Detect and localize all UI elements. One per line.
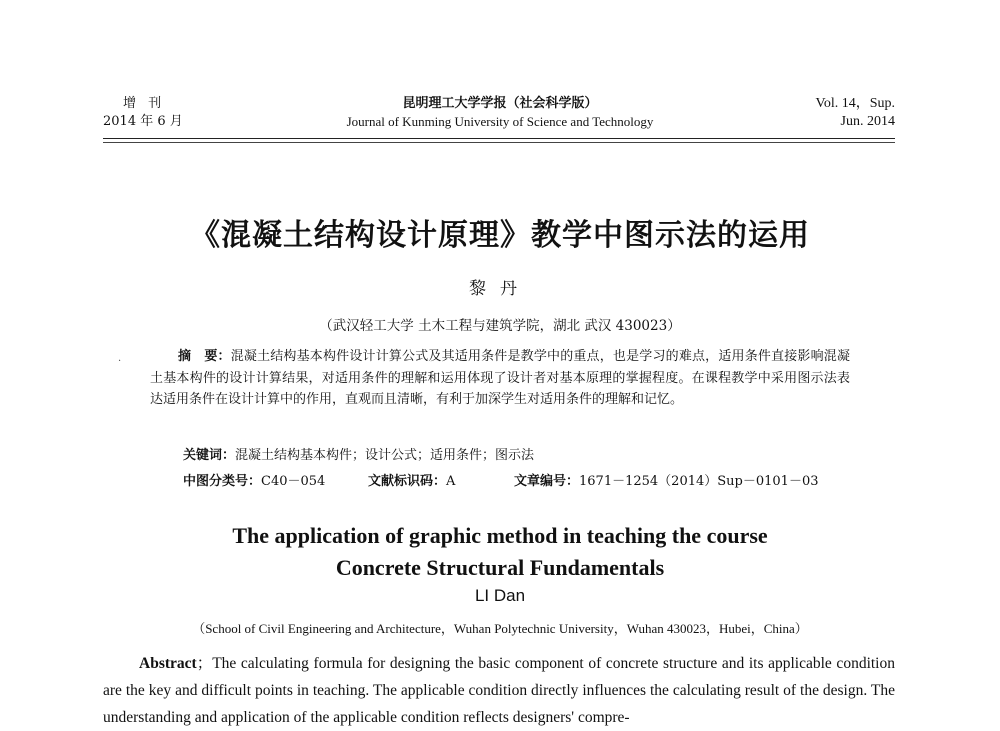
- issue-label: 增 刊: [123, 96, 166, 111]
- journal-name-en: Journal of Kunming University of Science and Technology: [346, 114, 654, 129]
- header-rule-thick: [103, 138, 895, 139]
- title-cn: 《混凝土结构设计原理》教学中图示法的运用: [190, 218, 810, 253]
- abstract-cn-text: 混凝土结构基本构件设计计算公式及其适用条件是教学中的重点，也是学习的难点，适用条件直接影响混凝土基本构件的设计计算结果，对适用条件的理解和运用体现了设计者对基本原理的掌握程度。在课程教学中采用图示法表达适用条件在设计计算中的作用，直观而且清晰，有利于加深学生对适用条件的理解和记忆。: [150, 349, 850, 407]
- volume: Vol. 14，Sup.: [815, 96, 895, 111]
- author-cn: 黎丹: [469, 279, 531, 299]
- clc-value: C40－054: [261, 474, 326, 489]
- issue-info: [103, 95, 183, 131]
- abstract-en-sep: ；: [196, 655, 213, 672]
- issue-date: 2014 年 6 月: [103, 114, 183, 129]
- abstract-en-text: The calculating formula for designing the basic component of concrete structure and its applicable condition are the key and difficult points in teaching. The applicable condition directly influences the calculating result of the design. The understanding and application of the applicable condition reflects designers' compre-: [103, 655, 895, 726]
- doc-code-label: 文献标识码：: [368, 474, 447, 489]
- volume-info: [816, 95, 895, 131]
- affiliation-en: （School of Civil Engineering and Architecture，Wuhan Polytechnic University，Wuhan 430023，Hubei，China）: [192, 621, 808, 636]
- keywords-label: 关键词：: [183, 448, 236, 463]
- title-en: [0, 520, 1000, 584]
- affiliation-cn: （武汉轻工大学 土木工程与建筑学院，湖北 武汉 430023）: [319, 318, 681, 334]
- clc-label: 中图分类号：: [183, 474, 262, 489]
- abstract-cn: [150, 346, 850, 411]
- classification-line: [183, 470, 843, 489]
- keywords-text: 混凝土结构基本构件；设计公式；适用条件；图示法: [235, 448, 535, 463]
- margin-mark: ·: [118, 356, 122, 367]
- title-en-line1: The application of graphic method in teaching the course: [232, 523, 768, 548]
- date-en: Jun. 2014: [840, 114, 895, 129]
- keywords: [183, 444, 534, 463]
- header-rule-thin: [103, 142, 895, 143]
- abstract-cn-label: 摘 要：: [178, 349, 231, 364]
- title-en-line2: Concrete Structural Fundamentals: [335, 555, 665, 580]
- author-en: LI Dan: [474, 586, 526, 605]
- doc-code-value: A: [446, 474, 456, 489]
- abstract-en: [103, 650, 895, 731]
- abstract-en-label: Abstract: [139, 655, 197, 672]
- article-no-value: 1671－1254（2014）Sup－0101－03: [579, 474, 819, 489]
- article-no-label: 文章编号：: [514, 474, 580, 489]
- journal-name: [300, 95, 700, 131]
- journal-name-cn: 昆明理工大学学报（社会科学版）: [402, 96, 598, 111]
